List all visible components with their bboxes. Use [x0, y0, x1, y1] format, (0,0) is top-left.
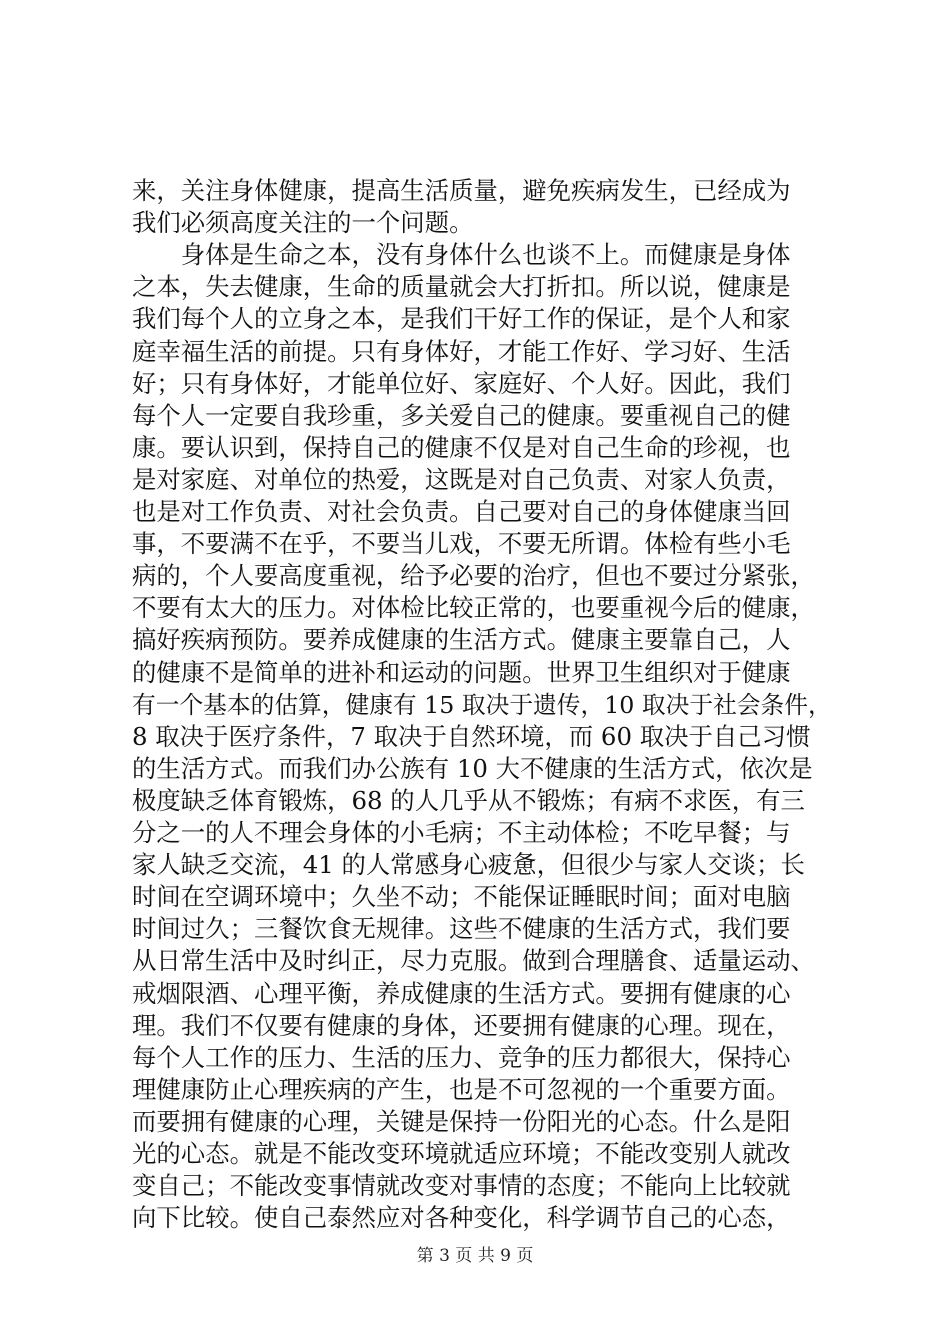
text-line: 好；只有身体好，才能单位好、家庭好、个人好。因此，我们: [132, 368, 791, 398]
text-line: 搞好疾病预防。要养成健康的生活方式。健康主要靠自己，人: [132, 625, 791, 655]
text-line: 的生活方式。而我们办公族有 10 大不健康的生活方式，依次是: [132, 753, 813, 783]
text-line: 病的，个人要高度重视，给予必要的治疗，但也不要过分紧张，: [132, 561, 815, 591]
text-line: 来，关注身体健康，提高生活质量，避免疾病发生，已经成为: [132, 176, 791, 205]
text-line: 时间过久；三餐饮食无规律。这些不健康的生活方式，我们要: [132, 914, 791, 944]
page-footer: 第 3 页 共 9 页: [416, 1246, 534, 1266]
text-line: 每个人一定要自我珍重，多关爱自己的健康。要重视自己的健: [132, 400, 791, 430]
text-line: 我们必须高度关注的一个问题。: [132, 208, 474, 238]
text-line: 康。要认识到，保持自己的健康不仅是对自己生命的珍视，也: [132, 432, 791, 462]
text-line: 是对家庭、对单位的热爱，这既是对自己负责、对家人负责，: [132, 464, 791, 494]
text-line: 戒烟限酒、心理平衡，养成健康的生活方式。要拥有健康的心: [132, 978, 791, 1008]
text-line: 分之一的人不理会身体的小毛病；不主动体检；不吃早餐；与: [132, 818, 791, 847]
text-line: 向下比较。使自己泰然应对各种变化，科学调节自己的心态，: [132, 1203, 791, 1233]
text-line: 庭幸福生活的前提。只有身体好，才能工作好、学习好、生活: [132, 336, 791, 366]
text-line: 理。我们不仅要有健康的身体，还要拥有健康的心理。现在，: [132, 1010, 791, 1040]
text-line: 极度缺乏体育锻炼，68 的人几乎从不锻炼；有病不求医，有三: [132, 785, 805, 815]
text-line: 之本，失去健康，生命的质量就会大打折扣。所以说，健康是: [132, 272, 791, 302]
text-line: 变自己；不能改变事情就改变对事情的态度；不能向上比较就: [132, 1171, 791, 1201]
text-line: 事，不要满不在乎，不要当儿戏，不要无所谓。体检有些小毛: [132, 529, 791, 559]
text-line: 光的心态。就是不能改变环境就适应环境；不能改变别人就改: [132, 1139, 791, 1168]
text-line: 家人缺乏交流，41 的人常感身心疲惫，但很少与家人交谈；长: [132, 850, 805, 880]
text-line: 每个人工作的压力、生活的压力、竞争的压力都很大，保持心: [132, 1042, 791, 1072]
text-line: 时间在空调环境中；久坐不动；不能保证睡眠时间；面对电脑: [132, 882, 791, 912]
text-line: 我们每个人的立身之本，是我们干好工作的保证，是个人和家: [132, 304, 791, 334]
text-line: 8 取决于医疗条件，7 取决于自然环境，而 60 取决于自己习惯: [132, 721, 811, 751]
text-line: 有一个基本的估算，健康有 15 取决于遗传，10 取决于社会条件，: [132, 690, 832, 719]
text-line: 理健康防止心理疾病的产生，也是不可忽视的一个重要方面。: [132, 1074, 791, 1104]
text-line: 从日常生活中及时纠正，尽力克服。做到合理膳食、适量运动、: [132, 946, 815, 976]
text-line: 而要拥有健康的心理，关键是保持一份阳光的心态。什么是阳: [132, 1106, 791, 1136]
text-line: 身体是生命之本，没有身体什么也谈不上。而健康是身体: [132, 240, 791, 270]
text-line: 不要有太大的压力。对体检比较正常的，也要重视今后的健康，: [132, 593, 815, 623]
text-line: 也是对工作负责、对社会负责。自己要对自己的身体健康当回: [132, 497, 791, 526]
text-line: 的健康不是简单的进补和运动的问题。世界卫生组织对于健康: [132, 657, 791, 687]
